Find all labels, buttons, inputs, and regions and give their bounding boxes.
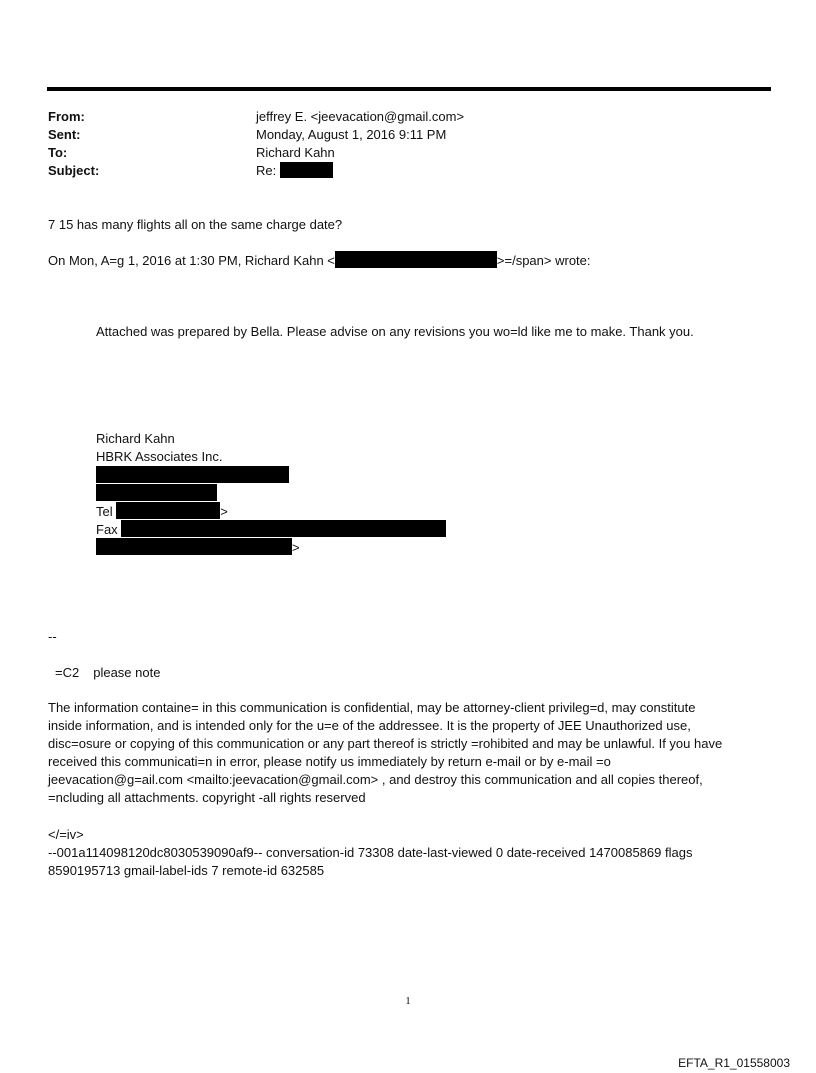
quoted-message: Attached was prepared by Bella. Please advise on any revisions you wo=ld like me to make. Thank you. [96,324,694,339]
redaction-box [121,520,446,537]
header-rule [47,87,771,91]
disclaimer-line: inside information, and is intended only for the u=e of the addressee. It is the property of JEE Unauthorized use, [48,718,691,733]
trailer-tag: </=iv> [48,827,84,842]
to-value: Richard Kahn [256,145,335,160]
redacted-email-line [96,538,446,556]
redaction-box [280,162,333,178]
tel-bracket: > [220,504,228,519]
tel-line [96,502,446,520]
question-line: 7 15 has many flights all on the same charge date? [48,217,343,232]
fax-label: Fax [96,522,118,537]
note-code: =C2 [55,665,80,680]
quote-header [48,251,591,270]
email-bracket: > [292,540,300,555]
subject-value-wrap [256,162,333,180]
from-label: From: [48,109,85,124]
disclaimer-line: jeevacation@g=ail.com <mailto:jeevacation@gmail.com> , and destroy this communication and all copies thereof, [48,772,703,787]
metadata-block [48,826,692,880]
redaction-box [96,466,289,483]
signature-company: HBRK Associates Inc. [96,449,223,464]
confidentiality-disclaimer [48,699,773,807]
tel-label: Tel [96,504,113,519]
to-label: To: [48,145,68,160]
redaction-box [96,538,292,555]
subject-value: Re: [256,163,277,178]
metadata-line: 8590195713 gmail-label-ids 7 remote-id 632585 [48,863,325,878]
redaction-box [96,484,217,501]
redaction-box [335,251,497,268]
from-value: jeffrey E. <jeevacation@gmail.com> [256,109,465,124]
separator: -- [48,629,57,644]
note-line [55,664,160,682]
disclaimer-line: =ncluding all attachments. copyright -all rights reserved [48,790,366,805]
note-text: please note [93,665,161,680]
signature-name: Richard Kahn [96,431,175,446]
disclaimer-line: The information containe= in this communication is confidential, may be attorney-client privileg=d, may constitute [48,700,696,715]
sent-value: Monday, August 1, 2016 9:11 PM [256,127,447,142]
bates-number: EFTA_R1_01558003 [678,1056,790,1070]
redacted-address-line [96,466,446,484]
fax-line [96,520,446,538]
sent-label: Sent: [48,127,81,142]
redacted-city-line [96,484,446,502]
disclaimer-line: disc=osure or copying of this communication or any part thereof is strictly =rohibited and may be unlawful. If you have [48,736,723,751]
page-number: 1 [405,995,411,1007]
metadata-line: --001a114098120dc8030539090af9-- conversation-id 73308 date-last-viewed 0 date-received 1470085869 flags [48,845,693,860]
quote-prefix: On Mon, A=g 1, 2016 at 1:30 PM, Richard Kahn < [48,253,335,268]
disclaimer-line: received this communicati=n in error, please notify us immediately by return e-mail or by e-mail =o [48,754,611,769]
signature-block [96,430,446,556]
subject-label: Subject: [48,163,100,178]
redaction-box [116,502,220,519]
quote-suffix: >=/span> wrote: [496,253,591,268]
